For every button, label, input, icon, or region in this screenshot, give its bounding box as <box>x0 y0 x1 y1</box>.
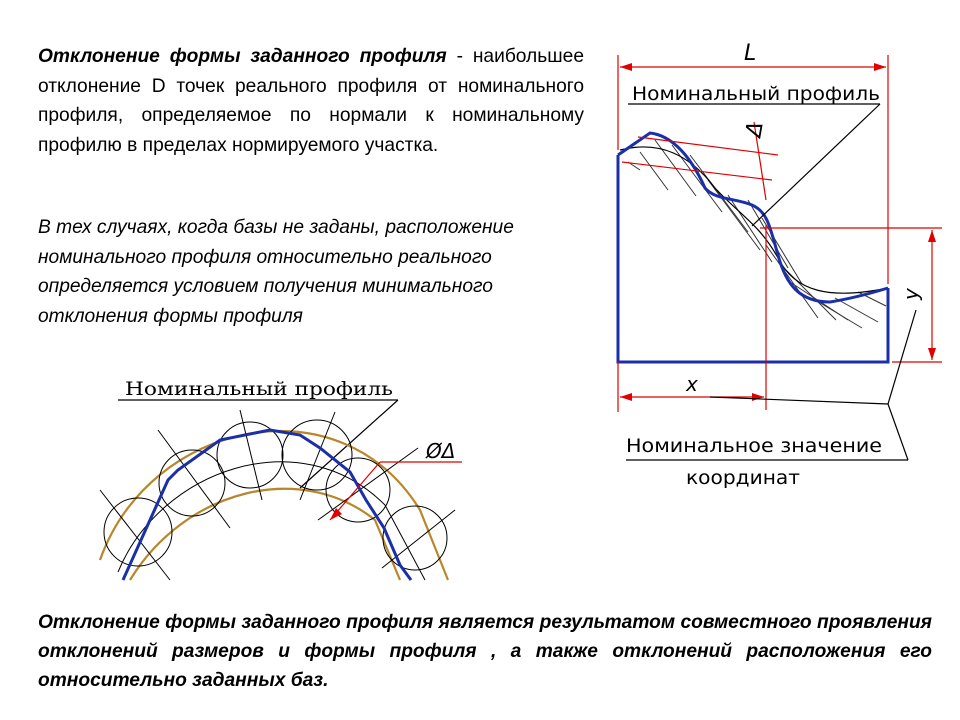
y-arrow-top <box>928 230 936 242</box>
nominal-profile-label: Номинальный профиль <box>632 83 880 105</box>
part-outline <box>618 155 888 362</box>
coord-leader-main <box>888 404 908 460</box>
y-arrow-bottom <box>928 348 936 360</box>
nominal-profile-leader <box>752 104 880 226</box>
nominal-profile-curve <box>620 147 888 293</box>
nominal-coord-label-line2: координат <box>686 467 800 489</box>
x-arrow-left <box>620 393 632 401</box>
L-arrow-left <box>620 63 632 71</box>
nominal-coord-label-line1: Номинальное значение <box>626 435 882 457</box>
tolerance-circle <box>282 420 352 490</box>
base-note-paragraph: В тех случаях, когда базы не заданы, расположение номинального профиля относительно реального определяется условием получения минимального отклонения формы профиля <box>38 217 514 327</box>
arc-profile-diagram <box>100 378 462 580</box>
conclusion-paragraph: Отклонение формы заданного профиля является результатом совместного проявления отклонений размеров и формы профиля , а также отклонений расположения его относительно заданных баз. <box>38 612 932 691</box>
arc-real-profile <box>123 430 411 580</box>
y-label: y <box>899 288 923 300</box>
delta-label: Δ <box>741 119 769 139</box>
definition-term: Отклонение формы заданного профиля <box>38 46 447 67</box>
diameter-delta-label: ØΔ <box>426 439 456 463</box>
real-profile-curve <box>618 133 888 302</box>
arc-nominal-profile-label: Номинальный профиль <box>125 378 393 400</box>
definition-body: - наибольшее отклонение D точек реального профиля от номинального профиля, определяемое по нормали к номинальному профилю в пределах нормируемого участка. <box>38 46 584 156</box>
L-label: L <box>744 41 757 66</box>
x-label: x <box>686 372 698 396</box>
arc-normals <box>100 410 455 580</box>
profile-deviation-diagram <box>618 41 942 489</box>
L-arrow-right <box>874 63 886 71</box>
coord-leader-x <box>710 397 888 404</box>
x-arrow-right <box>752 393 764 401</box>
coord-leader-y <box>888 310 916 404</box>
